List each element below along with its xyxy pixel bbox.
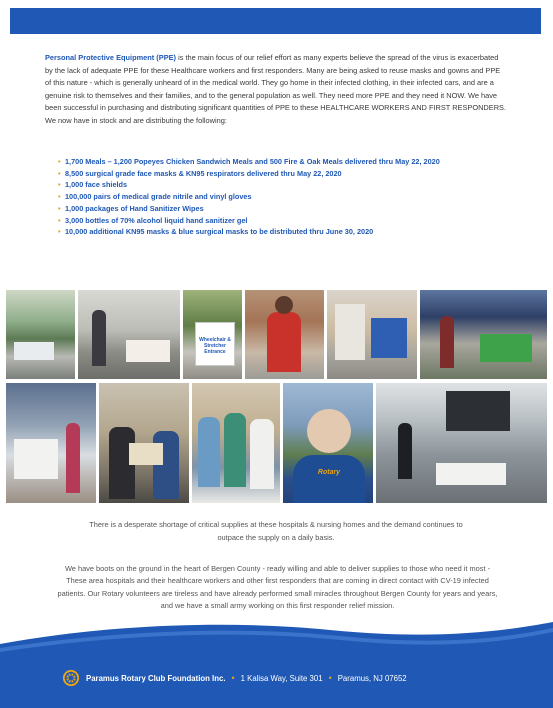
photo-wheelchair-sign — [182, 289, 243, 380]
header-band — [10, 8, 541, 34]
list-item: • 100,000 pairs of medical grade nitrile and vinyl gloves — [58, 192, 252, 202]
sign-text: Wheelchair & Stretcher Entrance — [199, 337, 231, 355]
rotary-shirt-text: Rotary — [317, 469, 341, 476]
footer-separator: • — [328, 673, 332, 683]
boots-caption: We have boots on the ground in the heart of Bergen County - ready willing and able to deliver supplies to those who need it most - These area hospitals and their healthcare workers and other first responders that are coming in direct contact with CV-19 infected patients. Our Rotary volunteers are tireless and have already performed small miracles throughout Bergen County for years and years, and we have a small army working on this first responder relief mission. — [57, 564, 498, 610]
photo-truck-delivery — [419, 289, 548, 380]
footer-org-name: Paramus Rotary Club Foundation Inc. — [86, 673, 226, 683]
photo-rotary-member — [282, 382, 374, 504]
photo-two-volunteers-boxes — [98, 382, 190, 504]
intro-paragraph — [45, 52, 507, 128]
photo-meal-bags — [77, 289, 181, 380]
list-item: • 3,000 bottles of 70% alcohol liquid hand sanitizer gel — [58, 215, 248, 225]
photo-supply-boxes — [326, 289, 418, 380]
footer-wave — [0, 618, 553, 708]
intro-body: is the main focus of our relief effort as many experts believe the spread of the virus is exacerbated by the lack of adequate PPE for these Healthcare workers and first responders. Many are being asked to reuse masks and gowns and PPE of this nature - which is generally unheard of in the medical world. They go home in their infected clothing, in their infected cars, and are a genuine risk to themselves and their families, and to the general population as well. They need more PPE and they need it NOW. We have been successful in purchasing and distributing significant quantities of PPE to these HEALTHCARE WORKERS AND FIRST RESPONDERS. We now have in stock and are distributing the following: — [45, 53, 507, 125]
list-item: • 1,700 Meals – 1,200 Popeyes Chicken Sandwich Meals and 500 Fire & Oak Meals delivered thru May 22, 2020 — [58, 157, 440, 166]
footer-address: 1 Kalisa Way, Suite 301 — [240, 673, 323, 683]
footer-separator: • — [231, 673, 235, 683]
list-item: • 1,000 face shields — [58, 180, 128, 190]
photo-volunteer-red-shirt — [244, 289, 325, 380]
list-item: • 10,000 additional KN95 masks & blue surgical masks to be distributed thru June 30, 2020 — [58, 227, 374, 237]
rotary-wheel-icon — [62, 669, 80, 687]
supplies-list — [58, 156, 501, 238]
photo-parking-lot-delivery — [375, 382, 548, 504]
list-item: • 1,000 packages of Hand Sanitizer Wipes — [58, 203, 204, 213]
footer-city: Paramus, NJ 07652 — [337, 673, 407, 683]
list-item: • 8,500 surgical grade face masks & KN95 respirators delivered thru May 22, 2020 — [58, 168, 342, 178]
photo-hospital-entrance — [5, 289, 76, 380]
intro-lead: Personal Protective Equipment (PPE) — [45, 53, 177, 62]
shortage-caption: There is a desperate shortage of critical supplies at these hospitals & nursing homes and the demand continues to outpace the supply on a daily basis. — [89, 520, 463, 542]
photo-healthcare-workers — [191, 382, 281, 504]
photo-lobby-boxes — [5, 382, 97, 504]
footer-contact — [62, 668, 407, 688]
